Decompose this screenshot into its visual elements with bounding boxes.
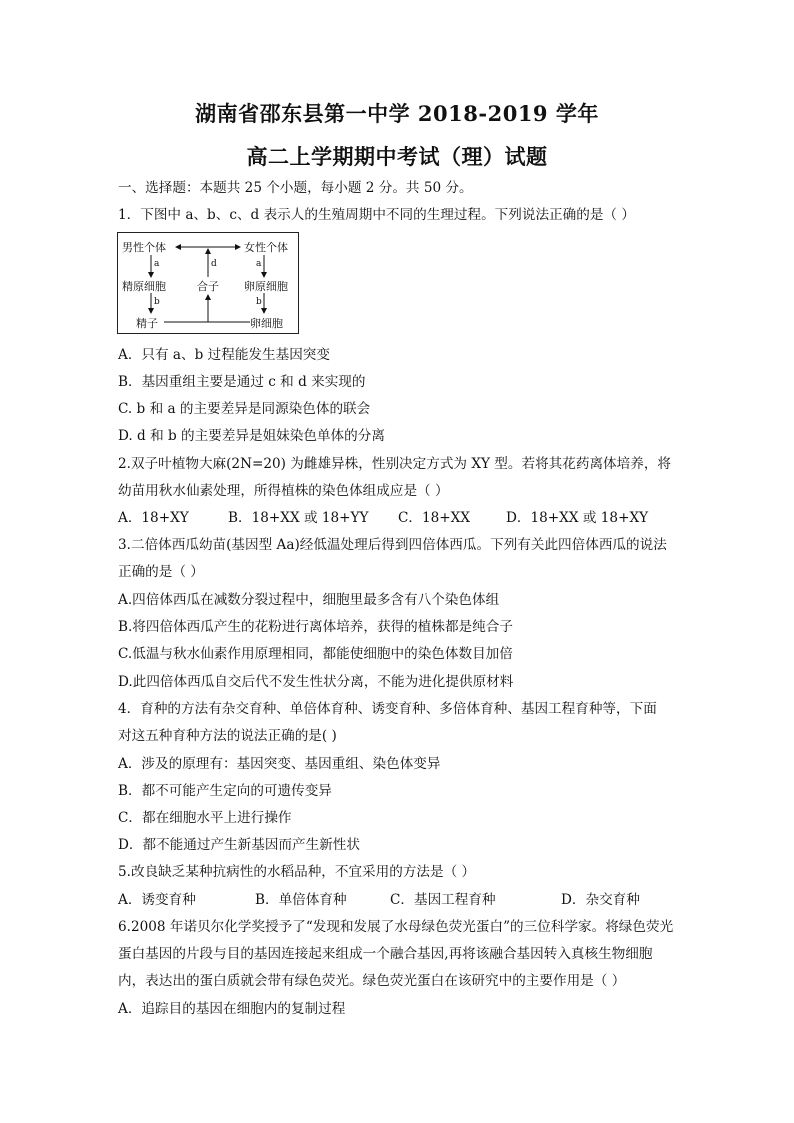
q2-option-c: C．18+XX: [398, 510, 471, 526]
diagram-spermatogonium: 精原细胞: [122, 280, 166, 293]
q2-option-b: B．18+XX 或 18+YY: [228, 510, 369, 526]
q4-option-d: D．都不能通过产生新基因而产生新性状: [118, 837, 360, 853]
q6-stem-line-1: 6.2008 年诺贝尔化学奖授予了“发现和发展了水母绿色荧光蛋白”的三位科学家。将绿色荧光: [118, 919, 674, 935]
q5-option-c: C．基因工程育种: [390, 892, 496, 908]
diagram-label-b-left: b: [154, 297, 160, 307]
diagram-female: 女性个体: [244, 241, 288, 254]
q5-option-b: B．单倍体育种: [255, 892, 347, 908]
q4-stem-line-2: 对这五种育种方法的说法正确的是( ): [118, 728, 337, 744]
q3-stem-line-1: 3.二倍体西瓜幼苗(基因型 Aa)经低温处理后得到四倍体西瓜。下列有关此四倍体西瓜的说法: [118, 537, 667, 553]
q4-option-c: C．都在细胞水平上进行操作: [118, 810, 292, 826]
diagram-zygote: 合子: [197, 280, 219, 293]
q2-option-d: D．18+XX 或 18+XY: [506, 510, 649, 526]
q3-option-c: C.低温与秋水仙素作用原理相同，都能使细胞中的染色体数目加倍: [118, 646, 513, 662]
title-line-2: 高二上学期期中考试（理）试题: [246, 144, 548, 169]
q4-stem-line-1: 4．育种的方法有杂交育种、单倍体育种、诱变育种、多倍体育种、基因工程育种等，下面: [118, 701, 657, 717]
q2-stem-line-1: 2.双子叶植物大麻(2N=20) 为雌雄异株，性别决定方式为 XY 型。若将其花药离体培养，将: [118, 456, 672, 472]
title-line-1: 湖南省邵东县第一中学 2018-2019 学年: [195, 101, 599, 126]
diagram-label-b-right: b: [256, 297, 262, 307]
q1-stem: 1．下图中 a、b、c、d 表示人的生殖周期中不同的生理过程。下列说法正确的是（ ）: [118, 207, 635, 223]
diagram-label-d: d: [211, 259, 217, 269]
diagram-male: 男性个体: [122, 241, 166, 254]
q4-option-a: A．涉及的原理有：基因突变、基因重组、染色体变异: [118, 756, 441, 772]
q6-stem-line-3: 内，表达出的蛋白质就会带有绿色荧光。绿色荧光蛋白在该研究中的主要作用是（ ）: [118, 973, 626, 989]
q2-option-a: A．18+XY: [118, 510, 189, 526]
q3-option-a: A.四倍体西瓜在减数分裂过程中，细胞里最多含有八个染色体组: [118, 592, 500, 608]
diagram-oogonium: 卵原细胞: [244, 280, 288, 293]
q1-option-b: B．基因重组主要是通过 c 和 d 来实现的: [118, 374, 366, 390]
diagram-label-a-right: a: [256, 259, 262, 269]
q5-option-a: A．诱变育种: [118, 892, 196, 908]
q1-option-c: C. b 和 a 的主要差异是同源染色体的联会: [118, 401, 371, 417]
diagram-label-a-left: a: [154, 259, 160, 269]
q3-stem-line-2: 正确的是（ ）: [118, 564, 204, 580]
reproduction-cycle-diagram: [117, 232, 299, 334]
q3-option-d: D.此四倍体西瓜自交后代不发生性状分离，不能为进化提供原材料: [118, 674, 514, 690]
diagram-sperm: 精子: [136, 317, 158, 330]
q5-option-d: D．杂交育种: [561, 892, 640, 908]
q5-stem: 5.改良缺乏某种抗病性的水稻品种，不宜采用的方法是（ ）: [118, 864, 476, 880]
diagram-egg: 卵细胞: [250, 317, 283, 330]
q6-option-a: A．追踪目的基因在细胞内的复制过程: [118, 1001, 346, 1017]
section-heading: 一、选择题：本题共 25 个小题，每小题 2 分。共 50 分。: [118, 180, 473, 196]
q1-option-a: A．只有 a、b 过程能发生基因突变: [118, 347, 330, 363]
q3-option-b: B.将四倍体西瓜产生的花粉进行离体培养，获得的植株都是纯合子: [118, 619, 513, 635]
q4-option-b: B．都不可能产生定向的可遗传变异: [118, 783, 332, 799]
q1-option-d: D. d 和 b 的主要差异是姐妹染色单体的分离: [118, 428, 385, 444]
q2-stem-line-2: 幼苗用秋水仙素处理，所得植株的染色体组成应是（ ）: [118, 483, 449, 499]
q6-stem-line-2: 蛋白基因的片段与目的基因连接起来组成一个融合基因,再将该融合基因转入真核生物细胞: [118, 946, 653, 962]
